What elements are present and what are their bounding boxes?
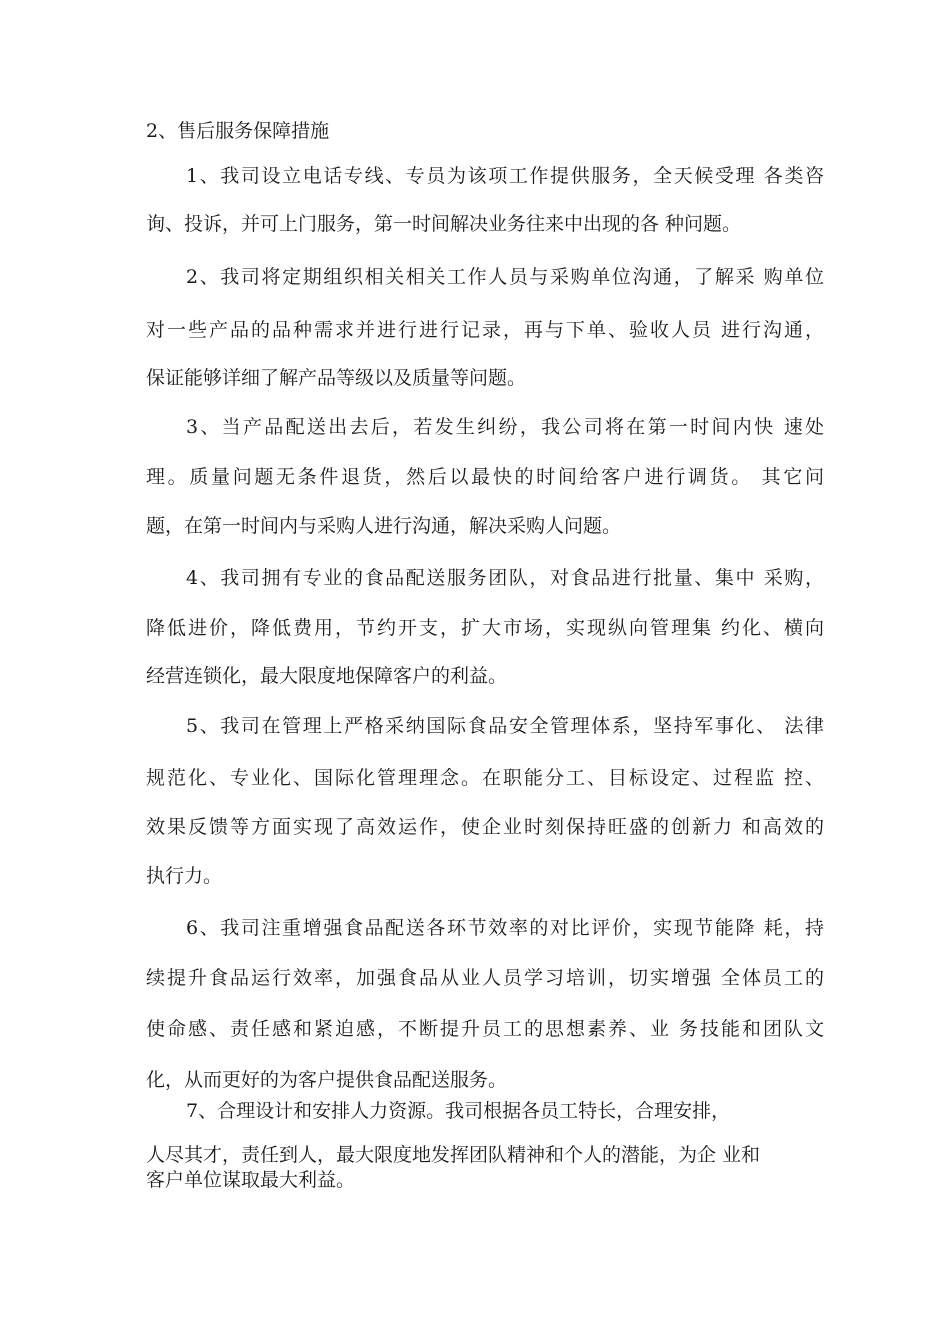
paragraph-2-line-3: 保证能够详细了解产品等级以及质量等问题。: [146, 367, 527, 389]
section-heading: 2、售后服务保障措施: [146, 120, 330, 142]
paragraph-3-line-2: 理。质量问题无条件退货，然后以最快的时间给客户进行调货。 其它问: [146, 466, 824, 488]
paragraph-5-line-1: 5、我司在管理上严格采纳国际食品安全管理体系，坚持军事化、 法律: [186, 715, 824, 737]
paragraph-3-line-3: 题，在第一时间内与采购人进行沟通，解决采购人问题。: [146, 515, 622, 537]
paragraph-6-line-1: 6、我司注重增强食品配送各环节效率的对比评价，实现节能降 耗，持: [186, 917, 824, 939]
paragraph-6-line-4: 化，从而更好的为客户提供食品配送服务。: [146, 1069, 508, 1091]
paragraph-1-line-1: 1、我司设立电话专线、专员为该项工作提供服务，全天候受理 各类咨: [186, 165, 824, 187]
paragraph-6-line-3: 使命感、责任感和紧迫感，不断提升员工的思想素养、业 务技能和团队文: [146, 1018, 824, 1040]
paragraph-4-line-3: 经营连锁化，最大限度地保障客户的利益。: [146, 665, 508, 687]
paragraph-4-line-1: 4、我司拥有专业的食品配送服务团队，对食品进行批量、集中 采购，: [186, 567, 824, 589]
paragraph-7-line-1: 7、合理设计和安排人力资源。我司根据各员工特长，合理安排，: [186, 1100, 731, 1122]
paragraph-7-line-2: 人尽其才，责任到人，最大限度地发挥团队精神和个人的潜能，为企 业和: [146, 1144, 761, 1166]
paragraph-5-line-2: 规范化、专业化、国际化管理理念。在职能分工、目标设定、过程监 控、: [146, 767, 824, 789]
paragraph-2-line-1: 2、我司将定期组织相关相关工作人员与采购单位沟通，了解采 购单位: [186, 266, 824, 288]
paragraph-4-line-2: 降低进价，降低费用，节约开支，扩大市场，实现纵向管理集 约化、横向: [146, 617, 824, 639]
paragraph-1-line-2: 询、投诉，并可上门服务，第一时间解决业务往来中出现的各 种问题。: [146, 213, 742, 235]
paragraph-5-line-3: 效果反馈等方面实现了高效运作，使企业时刻保持旺盛的创新力 和高效的: [146, 816, 824, 838]
paragraph-2-line-2: 对一些产品的品种需求并进行进行记录，再与下单、验收人员 进行沟通，: [146, 319, 824, 341]
paragraph-3-line-1: 3、当产品配送出去后，若发生纠纷，我公司将在第一时间内快 速处: [186, 416, 824, 438]
paragraph-6-line-2: 续提升食品运行效率，加强食品从业人员学习培训，切实增强 全体员工的: [146, 967, 824, 989]
paragraph-7-line-3: 客户单位谋取最大利益。: [146, 1169, 356, 1191]
paragraph-5-line-4: 执行力。: [146, 865, 223, 887]
